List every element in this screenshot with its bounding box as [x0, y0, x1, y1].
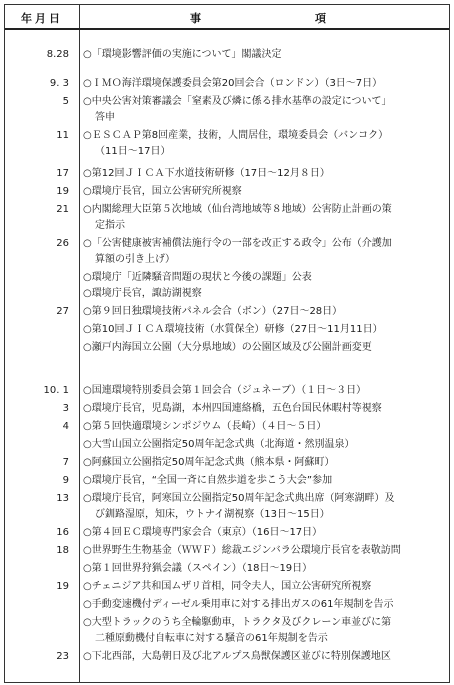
row-event: ○環境庁長官，国立公害研究所視察 [83, 186, 242, 197]
table-header [5, 5, 449, 30]
row-date: 9 [62, 475, 69, 486]
row-event: ○環境庁長官，阿寒国立公園指定50周年記念式典出席（阿寒湖畔）及 [83, 493, 395, 504]
row-event: ○第４回ＥＣ環境専門家会合（東京）（16日～17日） [83, 527, 323, 538]
row-event: ○内閣総理大臣第５次地域（仙台湾地域等８地域）公害防止計画の策 [83, 204, 392, 215]
row-event: ○第９回日独環境技術パネル会合（ボン）（27日～28日） [83, 306, 343, 317]
row-event: ○国連環境特別委員会第１回会合（ジュネーブ）（１日～３日） [83, 385, 367, 396]
row-date: 11 [56, 130, 69, 141]
row-date: 23 [56, 651, 69, 662]
row-date: 19 [56, 581, 69, 592]
row-date: 19 [56, 186, 69, 197]
row-date: 9. 3 [49, 78, 69, 89]
row-event: 二種原動機付自転車に対する騒音の61年規制を告示 [95, 633, 328, 644]
row-date: 17 [56, 168, 69, 179]
row-date: 7 [62, 457, 69, 468]
row-event: ○環境庁長官，“全国一斉に自然歩道を歩こう大会”参加 [83, 475, 333, 486]
row-event: ○第10回ＪＩＣＡ環境技術（水質保全）研修（27日～11月11日） [83, 324, 383, 335]
row-event: ○チェニジア共和国ムザリ首相，同令夫人，国立公害研究所視察 [83, 581, 372, 592]
row-event: ○大型トラックのうち全輪駆動車，トラクタ及びクレーン車並びに第 [83, 617, 392, 628]
row-event: 算額の引き上げ） [95, 254, 175, 265]
row-date: 27 [56, 306, 69, 317]
row-date: 13 [56, 493, 69, 504]
row-event: ○瀬戸内海国立公園（大分県地域）の公園区域及び公園計画変更 [83, 342, 372, 353]
row-event: ○環境庁長官，児島湖，本州四国連絡橋，五色台国民休暇村等視察 [83, 403, 382, 414]
row-date: 5 [62, 96, 69, 107]
row-event: ○第１回世界狩猟会議（スペイン）（18日～19日） [83, 563, 313, 574]
column-divider [79, 5, 80, 682]
row-date: 10. 1 [43, 385, 69, 396]
row-date: 21 [56, 204, 69, 215]
row-event: （11日～17日） [95, 146, 171, 157]
row-event: ○阿蘇国立公園指定50周年記念式典（熊本県・阿蘇町） [83, 457, 335, 468]
row-event: ○下北西部，大島朝日及び北アルプス鳥獣保護区並びに特別保護地区 [83, 651, 391, 662]
row-event: ○環境庁「近隣騒音問題の現状と今後の課題」公表 [83, 272, 312, 283]
row-date: 8.28 [46, 49, 69, 60]
row-event: 答申 [95, 112, 115, 123]
row-event: ○ＩＭＯ海洋環境保護委員会第20回会合（ロンドン）（3日～7日） [83, 78, 383, 89]
row-event: ○中央公害対策審議会「窒素及び燐に係る排水基準の設定について」 [83, 96, 392, 107]
row-event: 定指示 [95, 220, 125, 231]
row-event: ○第５回快適環境シンポジウム（長崎）（４日～５日） [83, 421, 327, 432]
row-event: ○世界野生生物基金（ＷＷＦ）総裁エジンバラ公環境庁長官を表敬訪問 [83, 545, 401, 556]
row-event: ○大雪山国立公園指定50周年記念式典（北海道・然別温泉） [83, 439, 355, 450]
row-date: 16 [56, 527, 69, 538]
chronology-table [4, 4, 450, 683]
row-event: ○環境庁長官，諏訪湖視察 [83, 288, 202, 299]
row-date: 18 [56, 545, 69, 556]
row-date: 26 [56, 238, 69, 249]
header-event-2: 項 [315, 12, 326, 25]
row-date: 3 [62, 403, 69, 414]
row-event: ○手動変速機付ディーゼル乗用車に対する排出ガスの61年規制を告示 [83, 599, 394, 610]
row-event: び釧路湿原，知床，ウトナイ湖視察（13日～15日） [95, 509, 330, 520]
row-event: ○「環境影響評価の実施について」閣議決定 [83, 49, 282, 60]
row-date: 4 [62, 421, 69, 432]
header-event-1: 事 [190, 12, 201, 25]
row-event: ○第12回ＪＩＣＡ下水道技術研修（17日～12月８日） [83, 168, 330, 179]
header-date: 年月日 [21, 12, 63, 25]
row-event: ○ＥＳＣＡＰ第8回産業，技術，人間居住，環境委員会（バンコク） [83, 130, 389, 141]
row-event: ○「公害健康被害補償法施行令の一部を改正する政令」公布（介護加 [83, 238, 392, 249]
